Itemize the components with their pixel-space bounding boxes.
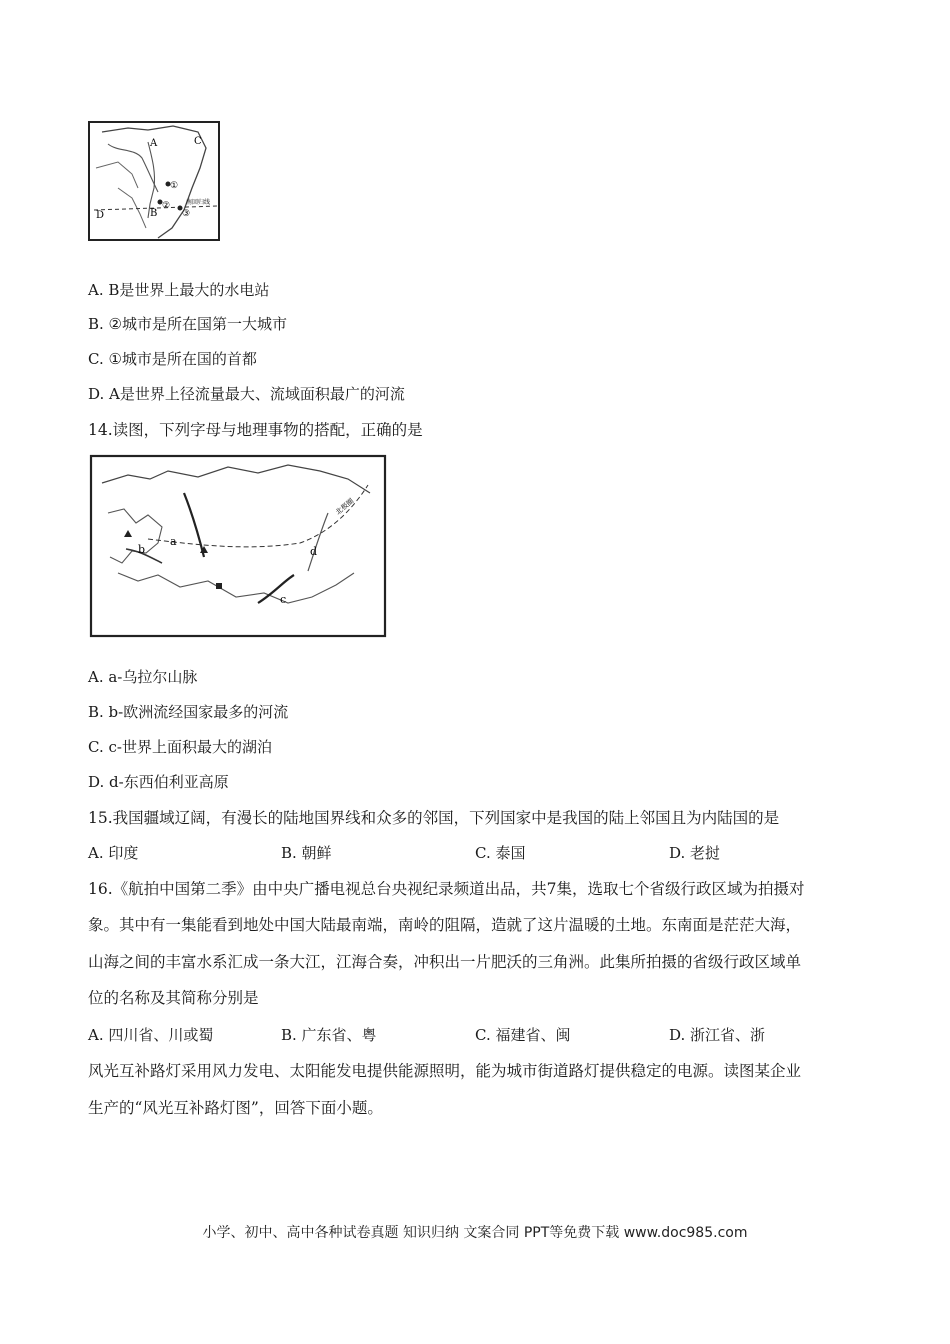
q16-option-a: A. 四川省、川或蜀 [88,1026,214,1044]
map1-label-b: B [150,208,158,219]
map2-arctic-label: 北极圈 [334,496,356,517]
q16-option-c: C. 福建省、闽 [475,1026,571,1044]
map1-city-3: ③ [182,209,191,219]
map1-label-a: A [150,138,158,149]
page-footer: 小学、初中、高中各种试卷真题 知识归纳 文案合同 PPT等免费下载 www.doc985.com [202,1225,748,1241]
q14-option-d: D. d-东西伯利亚高原 [88,773,229,791]
map2-label-d: d [310,545,318,558]
q16-option-d: D. 浙江省、浙 [669,1026,766,1044]
map1-label-c: C [194,136,202,147]
q14-option-b: B. b-欧洲流经国家最多的河流 [88,703,289,721]
eurasia-map [88,453,390,639]
q15-option-a: A. 印度 [88,844,139,862]
q16-stem-line-1: 16.《航拍中国第二季》由中央广播电视总台央视纪录频道出品，共7集，选取七个省级行政区域为拍摄对 [88,880,805,898]
q14-option-a: A. a-乌拉尔山脉 [88,668,198,686]
map1-tropic-label: 南回归线 [186,199,211,206]
q15-option-b: B. 朝鲜 [281,844,332,862]
q13-option-a: A. B是世界上最大的水电站 [88,281,270,299]
q16-option-b: B. 广东省、粤 [281,1026,377,1044]
q15-option-c: C. 泰国 [475,844,526,862]
q16-stem-line-3: 山海之间的丰富水系汇成一条大江，江海合奏，冲积出一片肥沃的三角洲。此集所拍摄的省级行政区域单 [88,953,802,971]
q14-stem: 14.读图，下列字母与地理事物的搭配，正确的是 [88,421,423,439]
q15-stem: 15.我国疆域辽阔，有漫长的陆地国界线和众多的邻国，下列国家中是我国的陆上邻国且为内陆国的是 [88,809,780,827]
q13-option-b: B. ②城市是所在国第一大城市 [88,315,288,333]
map2-label-c: c [280,593,287,606]
map1-city-1: ① [170,181,179,191]
map2-label-a: a [170,535,177,548]
q13-option-c: C. ①城市是所在国的首都 [88,350,257,368]
passage-line-1: 风光互补路灯采用风力发电、太阳能发电提供能源照明，能为城市街道路灯提供稳定的电源。读图某企业 [88,1062,802,1080]
south-america-map [88,118,222,244]
map1-city-2: ② [162,201,171,211]
q14-option-c: C. c-世界上面积最大的湖泊 [88,738,272,756]
map2-label-b: b [138,543,146,556]
q13-option-d: D. A是世界上径流量最大、流域面积最广的河流 [88,385,405,403]
q15-option-d: D. 老挝 [669,844,721,862]
q16-stem-line-2: 象。其中有一集能看到地处中国大陆最南端，南岭的阻隔，造就了这片温暖的土地。东南面是茫茫大海， [88,916,802,934]
q16-stem-line-4: 位的名称及其简称分别是 [88,989,259,1007]
map1-label-d: D [96,210,105,221]
passage-line-2: 生产的“风光互补路灯图”，回答下面小题。 [88,1099,383,1117]
